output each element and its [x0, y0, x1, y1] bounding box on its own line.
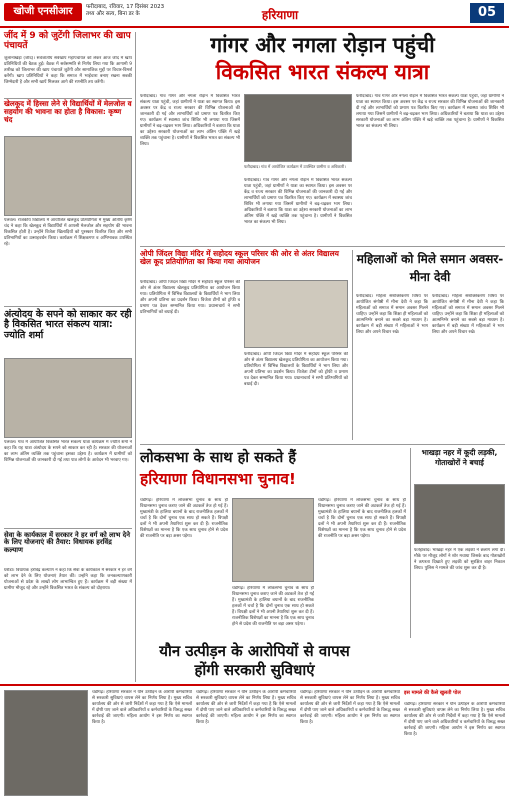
- article-body: फरीदाबाद। महिला सशक्तिकरण विषय पर आयोजित संगोष्ठी में मीना देवी ने कहा कि महिलाओं को समाज में समान अवसर मिलने चाहिए। उन्होंने कहा कि शिक्षा ही महिलाओं को आत्मनिर्भर बनाने का सबसे बड़ा माध्यम है। कार्यक्रम में बड़ी संख्या में महिलाओं ने भाग लिया और अपने विचार रखे।: [432, 294, 504, 335]
- column-divider: [410, 448, 411, 638]
- article-body: फतेहाबाद। भाखड़ा नहर में एक लड़की ने छलांग लगा दी। मौके पर मौजूद लोगों ने शोर मचाया जिसके बाद गोताखोरों ने तत्परता दिखाते हुए लड़की को सुरक्षित बाहर निकाल लिया। पुलिस ने मामले की जांच शुरू कर दी है।: [414, 548, 505, 571]
- page-number: 05: [470, 3, 504, 23]
- bhakhra-headline: [414, 448, 505, 480]
- headline-text: ओपी जिंदल विद्या मंदिर में सहोदय स्कूल परिसर की ओर से अंतर विद्यालय खेल कूद प्रतियोगिता का किया गया आयोजन: [140, 249, 339, 267]
- article-body: घरौंडा। विधायक हरविंद्र कल्याण ने कहा कि सेवा के कार्यकाल में सरकार ने हर वर्ग को लाभ देने के लिए योजनाएं तैयार कीं। उन्होंने कहा कि जनकल्याणकारी योजनाओं से प्रदेश के लाखों लोग लाभान्वित हुए हैं। कार्यक्रम में बड़ी संख्या में ग्रामीण मौजूद रहे और उन्होंने विकसित भारत के संकल्प को दोहराया।: [4, 568, 132, 591]
- article-body: फरीदाबाद। गांव गांगर और नगला रोड़ान में विकसित भारत संकल्प यात्रा पहुंची, जहां ग्रामीणों ने यात्रा का स्वागत किया। इस अवसर पर केंद्र व राज्य सरकार की विभिन्न योजनाओं की जानकारी दी गई और लाभार्थियों को प्रमाण पत्र वितरित किए गए। कार्यक्रम में स्वास्थ्य जांच शिविर भी लगाया गया जिसमें ग्रामीणों ने बढ़-चढ़कर भाग लिया। अधिकारियों ने बताया कि यात्रा का उद्देश्य सरकारी योजनाओं का लाभ अंतिम पंक्ति में खड़े व्यक्ति तक पहुंचाना है। ग्रामीणों ने विकसित भारत का संकल्प भी लिया।: [140, 94, 240, 147]
- headline-text: जींद में 9 को जुटेंगी जिलाभर की खाप पंचायतें: [4, 31, 131, 51]
- subhead-text: इस मामले की कैसे खुलती पोल: [404, 690, 461, 696]
- protest-photo: [4, 690, 88, 796]
- article-body: फरीदाबाद। महिला सशक्तिकरण विषय पर आयोजित संगोष्ठी में मीना देवी ने कहा कि महिलाओं को समाज में समान अवसर मिलने चाहिए। उन्होंने कहा कि शिक्षा ही महिलाओं को आत्मनिर्भर बनाने का सबसे बड़ा माध्यम है। कार्यक्रम में बड़ी संख्या में महिलाओं ने भाग लिया और अपने विचार रखे।: [356, 294, 428, 335]
- column-divider: [352, 250, 353, 440]
- headline-line2: हरियाणा विधानसभा चुनाव!: [140, 470, 296, 488]
- yatra-photo: [4, 358, 132, 438]
- article-body: चंडीगढ़। हरियाणा में लोकसभा चुनाव के साथ ही विधानसभा चुनाव कराए जाने की अटकलें तेज हो गई हैं। मुख्यमंत्री के हालिया बयानों के बाद राजनीतिक हलकों में चर्चा है कि दोनों चुनाव एक साथ हो सकते हैं। विपक्षी दलों ने भी अपनी तैयारियां शुरू कर दी हैं। राजनीतिक विशेषज्ञों का मानना है कि एक साथ चुनाव होने से प्रदेश की राजनीति पर बड़ा असर पड़ेगा।: [140, 498, 228, 539]
- article-body: चंडीगढ़। हरियाणा में लोकसभा चुनाव के साथ ही विधानसभा चुनाव कराए जाने की अटकलें तेज हो गई हैं। मुख्यमंत्री के हालिया बयानों के बाद राजनीतिक हलकों में चर्चा है कि दोनों चुनाव एक साथ हो सकते हैं। विपक्षी दलों ने भी अपनी तैयारियां शुरू कर दी हैं। राजनीतिक विशेषज्ञों का मानना है कि एक साथ चुनाव होने से प्रदेश की राजनीति पर बड़ा असर पड़ेगा।: [232, 586, 314, 627]
- headline-text: अंत्योदय के सपने को साकार कर रही है विकसित भारत संकल्प यात्रा: ज्योति शर्मा: [4, 309, 132, 341]
- article-body: चंडीगढ़। हरियाणा सरकार ने यौन उत्पीड़न के आरोपी कर्मचारियों से सरकारी सुविधाएं वापस लेने का निर्णय लिया है। मुख्य सचिव कार्यालय की ओर से जारी निर्देशों में कहा गया है कि ऐसे मामलों में दोषी पाए जाने वाले अधिकारियों व कर्मचारियों के विरुद्ध सख्त कार्रवाई की जाएगी। महिला आयोग ने इस निर्णय का स्वागत किया है।: [196, 690, 296, 725]
- headline-line1: गांगर और नगला रोड़ान पहुंची: [210, 33, 435, 57]
- divider: [140, 246, 505, 247]
- bottom-headline: [4, 642, 505, 682]
- school-photo: [244, 280, 348, 348]
- brand-logo: खोजी एनसीआर: [4, 3, 82, 21]
- section-title: हरियाणा: [261, 8, 299, 22]
- election-headline: [140, 448, 410, 494]
- headline-line2: होंगी सरकारी सुविधाएं: [194, 661, 315, 679]
- date-text: फरीदाबाद, रविवार, 17 दिसंबर 2023: [86, 4, 165, 10]
- article-body: जुलानाखेड़ा (जींद)। सर्वजातीय सर्वखाप महापंचायत को लेकर आज जींद में खाप प्रतिनिधियों की बैठक हुई। बैठक में सर्वसम्मति से निर्णय लिया गया कि आगामी 9 तारीख को जिलाभर की खाप पंचायतें जुटेंगी और सामाजिक मुद्दों पर विचार-विमर्श करेंगी। खाप प्रतिनिधियों ने कहा कि समाज में भाईचारा बनाए रखना सबकी जिम्मेदारी है और सभी खापें मिलकर आगे की रणनीति तय करेंगी।: [4, 56, 132, 85]
- left-third-headline: [4, 310, 132, 354]
- divider: [4, 306, 132, 307]
- main-headline: [140, 32, 505, 88]
- divider: [0, 684, 509, 686]
- article-body: चंडीगढ़। हरियाणा सरकार ने यौन उत्पीड़न के आरोपी कर्मचारियों से सरकारी सुविधाएं वापस लेने का निर्णय लिया है। मुख्य सचिव कार्यालय की ओर से जारी निर्देशों में कहा गया है कि ऐसे मामलों में दोषी पाए जाने वाले अधिकारियों व कर्मचारियों के विरुद्ध सख्त कार्रवाई की जाएगी। महिला आयोग ने इस निर्णय का स्वागत किया है।: [300, 690, 400, 725]
- article-body: फरीदाबाद। गांव गांगर और नगला रोड़ान में विकसित भारत संकल्प यात्रा पहुंची, जहां ग्रामीणों ने यात्रा का स्वागत किया। इस अवसर पर केंद्र व राज्य सरकार की विभिन्न योजनाओं की जानकारी दी गई और लाभार्थियों को प्रमाण पत्र वितरित किए गए। कार्यक्रम में स्वास्थ्य जांच शिविर भी लगाया गया जिसमें ग्रामीणों ने बढ़-चढ़कर भाग लिया। अधिकारियों ने बताया कि यात्रा का उद्देश्य सरकारी योजनाओं का लाभ अंतिम पंक्ति में खड़े व्यक्ति तक पहुंचाना है। ग्रामीणों ने विकसित भारत का संकल्प भी लिया।: [244, 178, 352, 225]
- article-body: पलवल। राजकीय विद्यालय में आयोजित खेलकूद प्रतियोगिता में मुख्य अतिथि कृष्ण चंद ने कहा कि खेलकूद से विद्यार्थियों में आपसी मेलजोल और सहयोग की भावना विकसित होती है। उन्होंने विजेता खिलाड़ियों को पुरस्कार वितरित किए और सभी प्रतिभागियों का उत्साहवर्धन किया। कार्यक्रम में शिक्षकगण व अभिभावक उपस्थित रहे।: [4, 218, 132, 247]
- article-body: चंडीगढ़। हरियाणा सरकार ने यौन उत्पीड़न के आरोपी कर्मचारियों से सरकारी सुविधाएं वापस लेने का निर्णय लिया है। मुख्य सचिव कार्यालय की ओर से जारी निर्देशों में कहा गया है कि ऐसे मामलों में दोषी पाए जाने वाले अधिकारियों व कर्मचारियों के विरुद्ध सख्त कार्रवाई की जाएगी। महिला आयोग ने इस निर्णय का स्वागत किया है।: [92, 690, 192, 725]
- left-top-headline: [4, 32, 132, 54]
- headline-line1: लोकसभा के साथ हो सकते हैं: [140, 450, 297, 466]
- divider: [140, 444, 505, 445]
- headline-text: सेवा के कार्यकाल में सरकार ने हर वर्ग को लाभ देने के लिए योजनाएं की तैयार: विधायक हरविंद्र कल्याण: [4, 531, 131, 554]
- bottom-subhead: [404, 690, 505, 700]
- headline-text: भाखड़ा नहर में कूदी लड़की, गोताखोरों ने बचाई: [421, 448, 498, 467]
- photo-caption: फरीदाबाद। गांव में आयोजित कार्यक्रम में उपस्थित ग्रामीण व अधिकारी।: [244, 164, 346, 169]
- divider: [4, 528, 132, 529]
- column-divider: [135, 32, 136, 682]
- meena-headline: [356, 250, 504, 290]
- tagline: तथ्य और सत्य, बिना डर के: [86, 11, 140, 17]
- article-body: फरीदाबाद। गांव गांगर और नगला रोड़ान में विकसित भारत संकल्प यात्रा पहुंची, जहां ग्रामीणों ने यात्रा का स्वागत किया। इस अवसर पर केंद्र व राज्य सरकार की विभिन्न योजनाओं की जानकारी दी गई और लाभार्थियों को प्रमाण पत्र वितरित किए गए। कार्यक्रम में स्वास्थ्य जांच शिविर भी लगाया गया जिसमें ग्रामीणों ने बढ़-चढ़कर भाग लिया। अधिकारियों ने बताया कि यात्रा का उद्देश्य सरकारी योजनाओं का लाभ अंतिम पंक्ति में खड़े व्यक्ति तक पहुंचाना है। ग्रामीणों ने विकसित भारत का संकल्प भी लिया।: [356, 94, 504, 129]
- article-body: फरीदाबाद। ओपी जिंदल विद्या मंदिर में सहोदय स्कूल परिसर की ओर से अंतर विद्यालय खेलकूद प्रतियोगिता का आयोजन किया गया। प्रतियोगिता में विभिन्न विद्यालयों के विद्यार्थियों ने भाग लिया और अपनी प्रतिभा का प्रदर्शन किया। विजेता टीमों को ट्रॉफी व प्रमाण पत्र देकर सम्मानित किया गया। प्रधानाचार्य ने सभी प्रतिभागियों को बधाई दी।: [140, 280, 240, 315]
- article-body: चंडीगढ़। हरियाणा में लोकसभा चुनाव के साथ ही विधानसभा चुनाव कराए जाने की अटकलें तेज हो गई हैं। मुख्यमंत्री के हालिया बयानों के बाद राजनीतिक हलकों में चर्चा है कि दोनों चुनाव एक साथ हो सकते हैं। विपक्षी दलों ने भी अपनी तैयारियां शुरू कर दी हैं। राजनीतिक विशेषज्ञों का मानना है कि एक साथ चुनाव होने से प्रदेश की राजनीति पर बड़ा असर पड़ेगा।: [318, 498, 406, 539]
- headline-line2: विकसित भारत संकल्प यात्रा: [215, 60, 430, 84]
- school-headline: [140, 250, 348, 276]
- sports-photo: [4, 136, 132, 216]
- main-photo: [244, 94, 352, 162]
- headline-text: महिलाओं को मिले समान अवसर- मीना देवी: [356, 252, 504, 284]
- left-second-headline: [4, 100, 132, 134]
- headline-line1: यौन उत्पीड़न के आरोपियों से वापस: [159, 642, 350, 660]
- headline-text: खेलकूद में हिस्सा लेने से विद्यार्थियों में मेलजोल व सहयोग की भावना का होता है विकास: कृष्ण चंद: [4, 99, 132, 124]
- left-bottom-headline: [4, 532, 132, 564]
- canal-photo: [414, 484, 505, 544]
- article-body: पलवल। गांव में आयोजित विकसित भारत संकल्प यात्रा कार्यक्रम में ज्योति शर्मा ने कहा कि यह यात्रा अंत्योदय के सपने को साकार कर रही है। सरकार की योजनाओं का लाभ अंतिम व्यक्ति तक पहुंचाना इसका उद्देश्य है। कार्यक्रम में ग्रामीणों को विभिन्न योजनाओं की जानकारी दी गई तथा पात्र लोगों के आवेदन भी भरवाए गए।: [4, 440, 132, 463]
- article-body: चंडीगढ़। हरियाणा सरकार ने यौन उत्पीड़न के आरोपी कर्मचारियों से सरकारी सुविधाएं वापस लेने का निर्णय लिया है। मुख्य सचिव कार्यालय की ओर से जारी निर्देशों में कहा गया है कि ऐसे मामलों में दोषी पाए जाने वाले अधिकारियों व कर्मचारियों के विरुद्ध सख्त कार्रवाई की जाएगी। महिला आयोग ने इस निर्णय का स्वागत किया है।: [404, 702, 505, 737]
- article-body: फरीदाबाद। ओपी जिंदल विद्या मंदिर में सहोदय स्कूल परिसर की ओर से अंतर विद्यालय खेलकूद प्रतियोगिता का आयोजन किया गया। प्रतियोगिता में विभिन्न विद्यालयों के विद्यार्थियों ने भाग लिया और अपनी प्रतिभा का प्रदर्शन किया। विजेता टीमों को ट्रॉफी व प्रमाण पत्र देकर सम्मानित किया गया। प्रधानाचार्य ने सभी प्रतिभागियों को बधाई दी।: [244, 352, 348, 387]
- chief-minister-photo: [232, 498, 314, 582]
